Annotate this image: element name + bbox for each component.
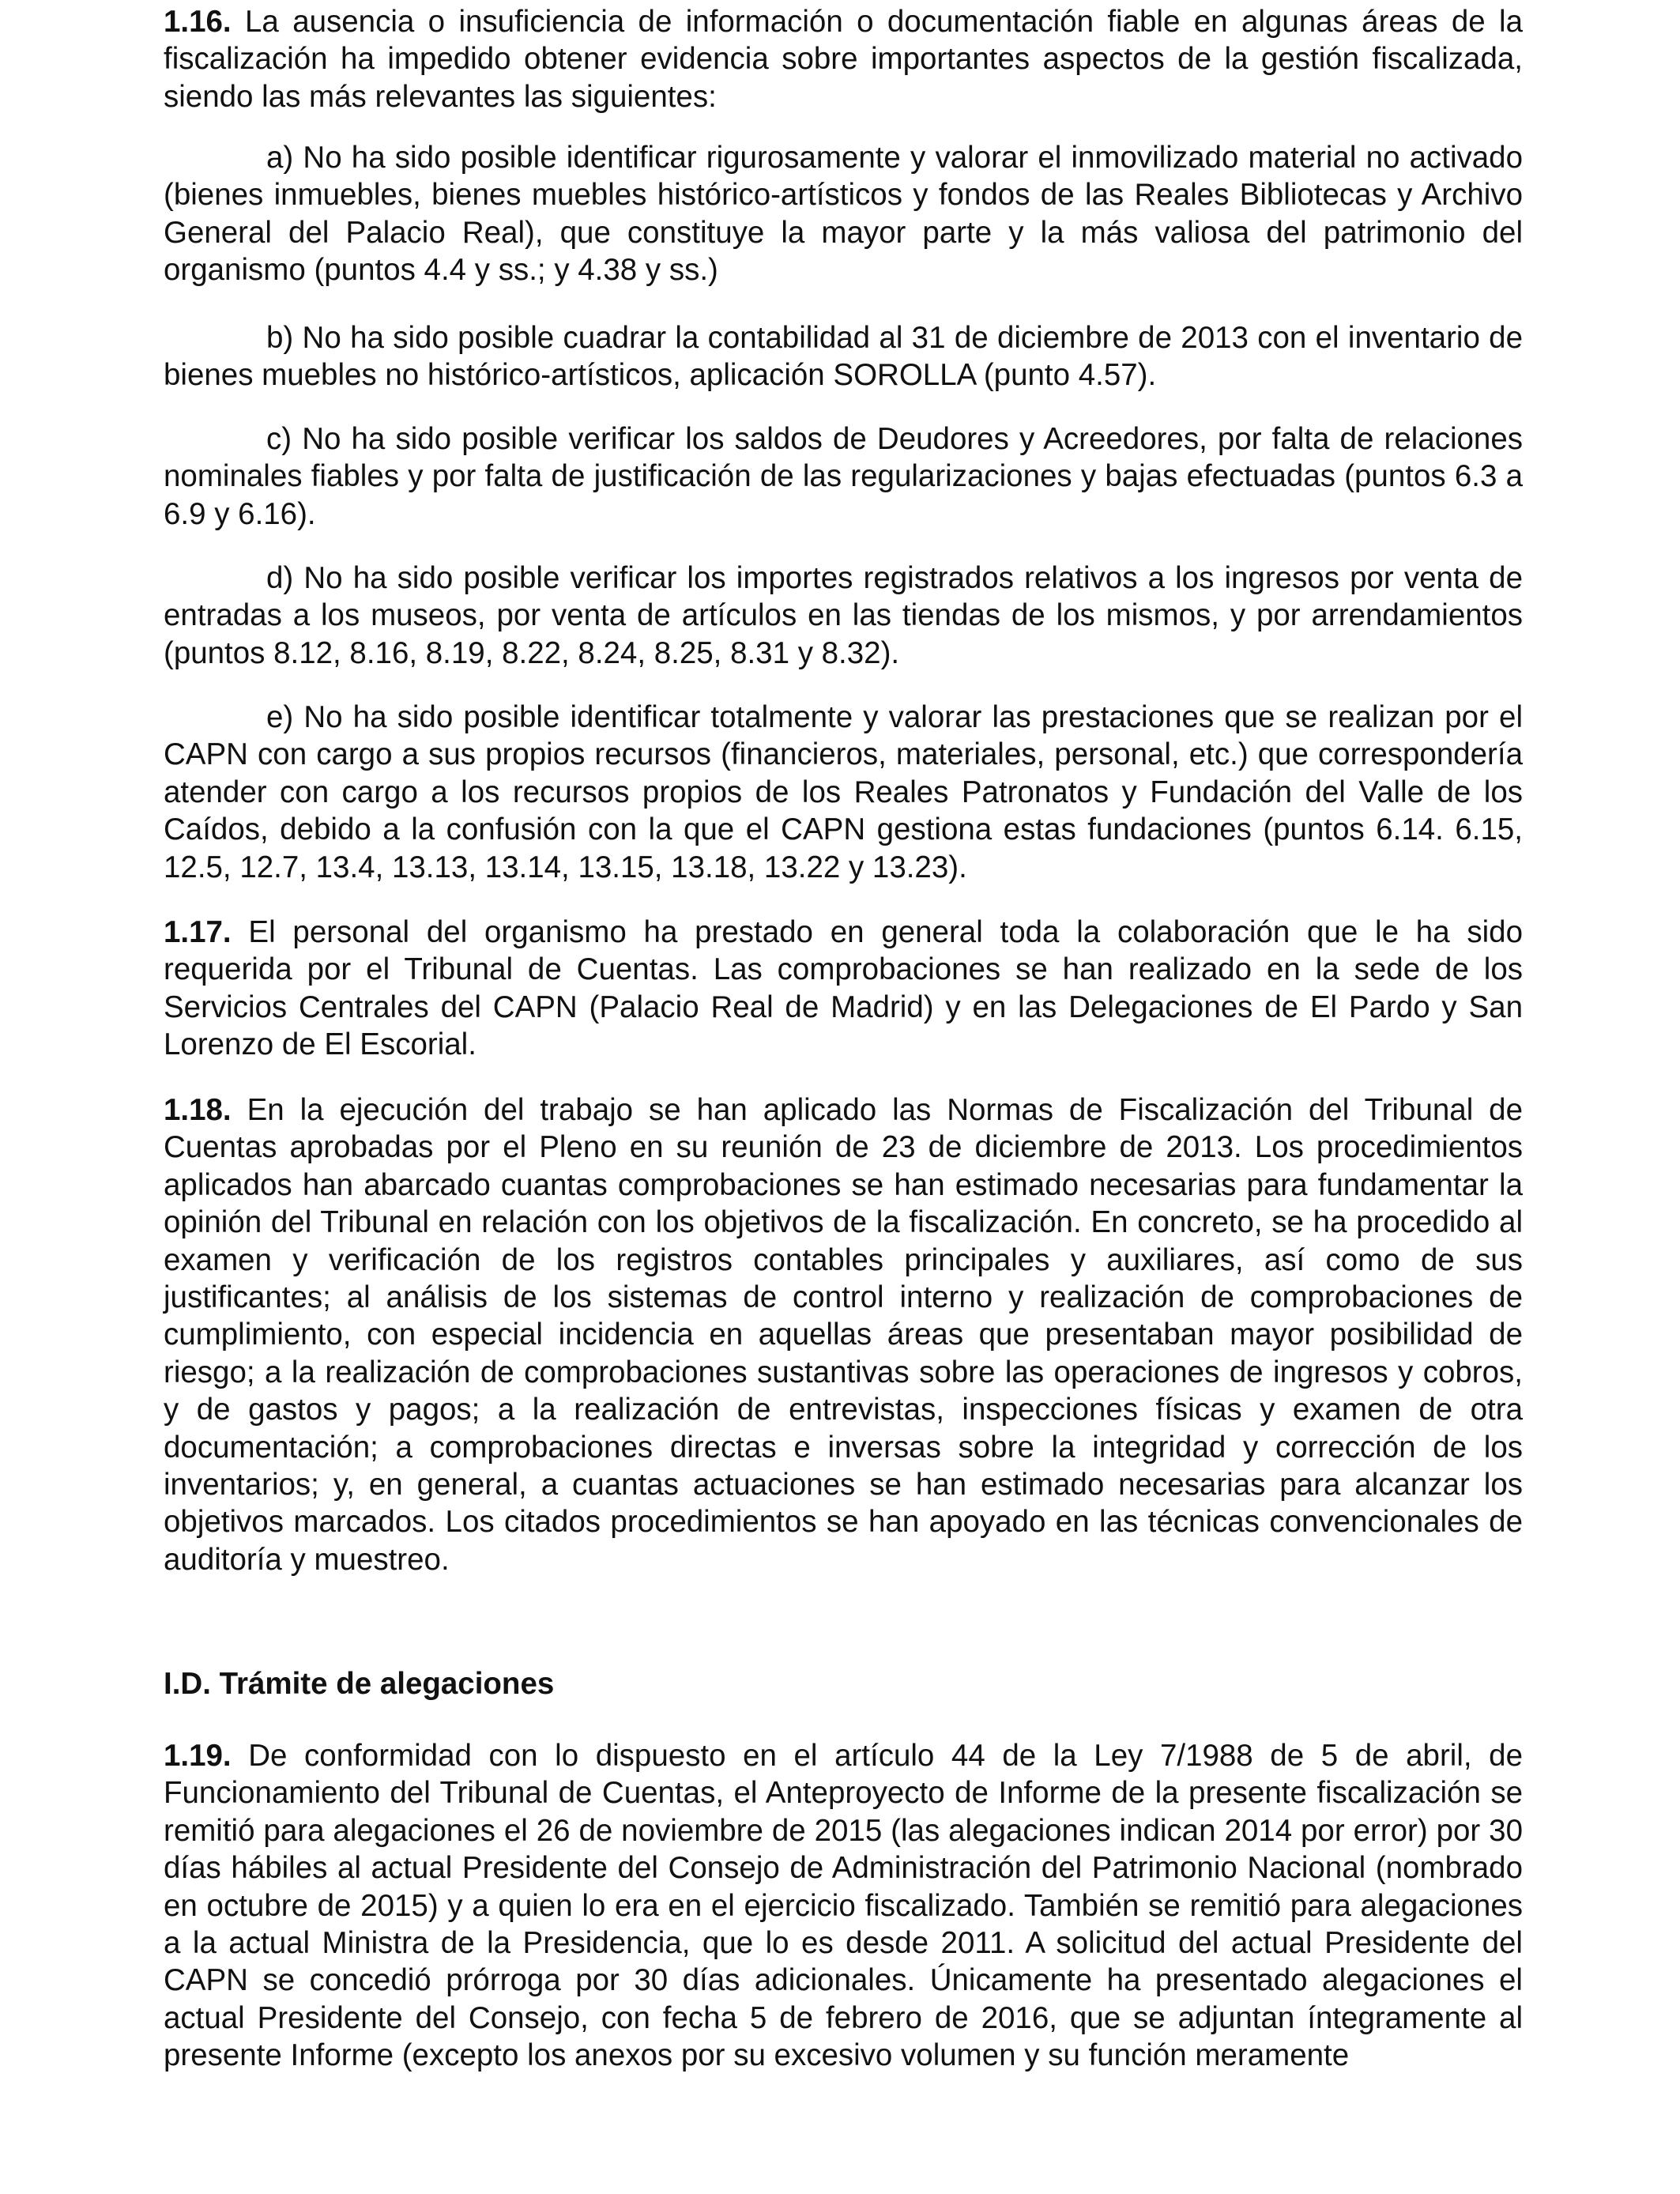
paragraph-1-19: [164, 1737, 1523, 2075]
paragraph-1-18: [164, 1091, 1523, 1578]
paragraph-text: En la ejecución del trabajo se han aplicado las Normas de Fiscalización del Tribunal de Cuentas aprobadas por el Pleno en su reunión de 23 de diciembre de 2013. Los procedimientos aplicados han abarcado cuantas comprobaciones se han estimado necesarias para fundamentar la opinión del Tribunal en relación con los objetivos de la fiscalización. En concreto, se ha procedido al examen y verificación de los registros contables principales y auxiliares, así como de sus justificantes; al análisis de los sistemas de control interno y realización de comprobaciones de cumplimiento, con especial incidencia en aquellas áreas que presentaban mayor posibilidad de riesgo; a la realización de comprobaciones sustantivas sobre las operaciones de ingresos y cobros, y de gastos y pagos; a la realización de entrevistas, inspecciones físicas y examen de otra documentación; a comprobaciones directas e inversas sobre la integridad y corrección de los inventarios; y, en general, a cuantas actuaciones se han estimado necesarias para alcanzar los objetivos marcados. Los citados procedimientos se han apoyado en las técnicas convencionales de auditoría y muestreo.: [164, 1093, 1523, 1577]
paragraph-number: 1.19.: [164, 1739, 232, 1773]
section-heading: I.D. Trámite de alegaciones: [164, 1667, 555, 1701]
paragraph-text: De conformidad con lo dispuesto en el artículo 44 de la Ley 7/1988 de 5 de abril, de Funcionamiento del Tribunal de Cuentas, el Anteproyecto de Informe de la presente fiscalización se remitió para alegaciones el 26 de noviembre de 2015 (las alegaciones indican 2014 por error) por 30 días hábiles al actual Presidente del Consejo de Administración del Patrimonio Nacional (nombrado en octubre de 2015) y a quien lo era en el ejercicio fiscalizado. También se remitió para alegaciones a la actual Ministra de la Presidencia, que lo es desde 2011. A solicitud del actual Presidente del CAPN se concedió prórroga por 30 días adicionales. Únicamente ha presentado alegaciones el actual Presidente del Consejo, con fecha 5 de febrero de 2016, que se adjuntan íntegramente al presente Informe (excepto los anexos por su excesivo volumen y su función meramente: [164, 1739, 1523, 2073]
list-item-b: b) No ha sido posible cuadrar la contabilidad al 31 de diciembre de 2013 con el inventario de bienes muebles no histórico-artísticos, aplicación SOROLLA (punto 4.57).: [164, 321, 1523, 393]
paragraph-text: El personal del organismo ha prestado en general toda la colaboración que le ha sido requerida por el Tribunal de Cuentas. Las comprobaciones se han realizado en la sede de los Servicios Centrales del CAPN (Palacio Real de Madrid) y en las Delegaciones de El Pardo y San Lorenzo de El Escorial.: [164, 915, 1523, 1062]
paragraph-number: 1.16.: [164, 5, 232, 39]
list-item-e: e) No ha sido posible identificar totalmente y valorar las prestaciones que se realizan por el CAPN con cargo a sus propios recursos (financieros, materiales, personal, etc.) que correspondería atender con cargo a los recursos propios de los Reales Patronatos y Fundación del Valle de los Caídos, debido a la confusión con la que el CAPN gestiona estas fundaciones (puntos 6.14. 6.15, 12.5, 12.7, 13.4, 13.13, 13.14, 13.15, 13.18, 13.22 y 13.23).: [164, 700, 1523, 884]
list-item-d: d) No ha sido posible verificar los importes registrados relativos a los ingresos por venta de entradas a los museos, por venta de artículos en las tiendas de los mismos, y por arrendamientos (puntos 8.12, 8.16, 8.19, 8.22, 8.24, 8.25, 8.31 y 8.32).: [164, 561, 1523, 670]
paragraph-1-17: [164, 914, 1523, 1064]
paragraph-number: 1.17.: [164, 915, 232, 949]
list-item-a: a) No ha sido posible identificar rigurosamente y valorar el inmovilizado material no activado (bienes inmuebles, bienes muebles histórico-artísticos y fondos de las Reales Bibliotecas y Archivo General del Palacio Real), que constituye la mayor parte y la más valiosa del patrimonio del organismo (puntos 4.4 y ss.; y 4.38 y ss.): [164, 141, 1523, 288]
paragraph-1-16: [164, 3, 1523, 115]
paragraph-text: La ausencia o insuficiencia de información o documentación fiable en algunas áreas de la fiscalización ha impedido obtener evidencia sobre importantes aspectos de la gestión fiscalizada, siendo las más relevantes las siguientes:: [164, 5, 1523, 114]
paragraph-number: 1.18.: [164, 1093, 232, 1127]
list-item-c: c) No ha sido posible verificar los saldos de Deudores y Acreedores, por falta de relaciones nominales fiables y por falta de justificación de las regularizaciones y bajas efectuadas (puntos 6.3 a 6.9 y 6.16).: [164, 422, 1523, 531]
